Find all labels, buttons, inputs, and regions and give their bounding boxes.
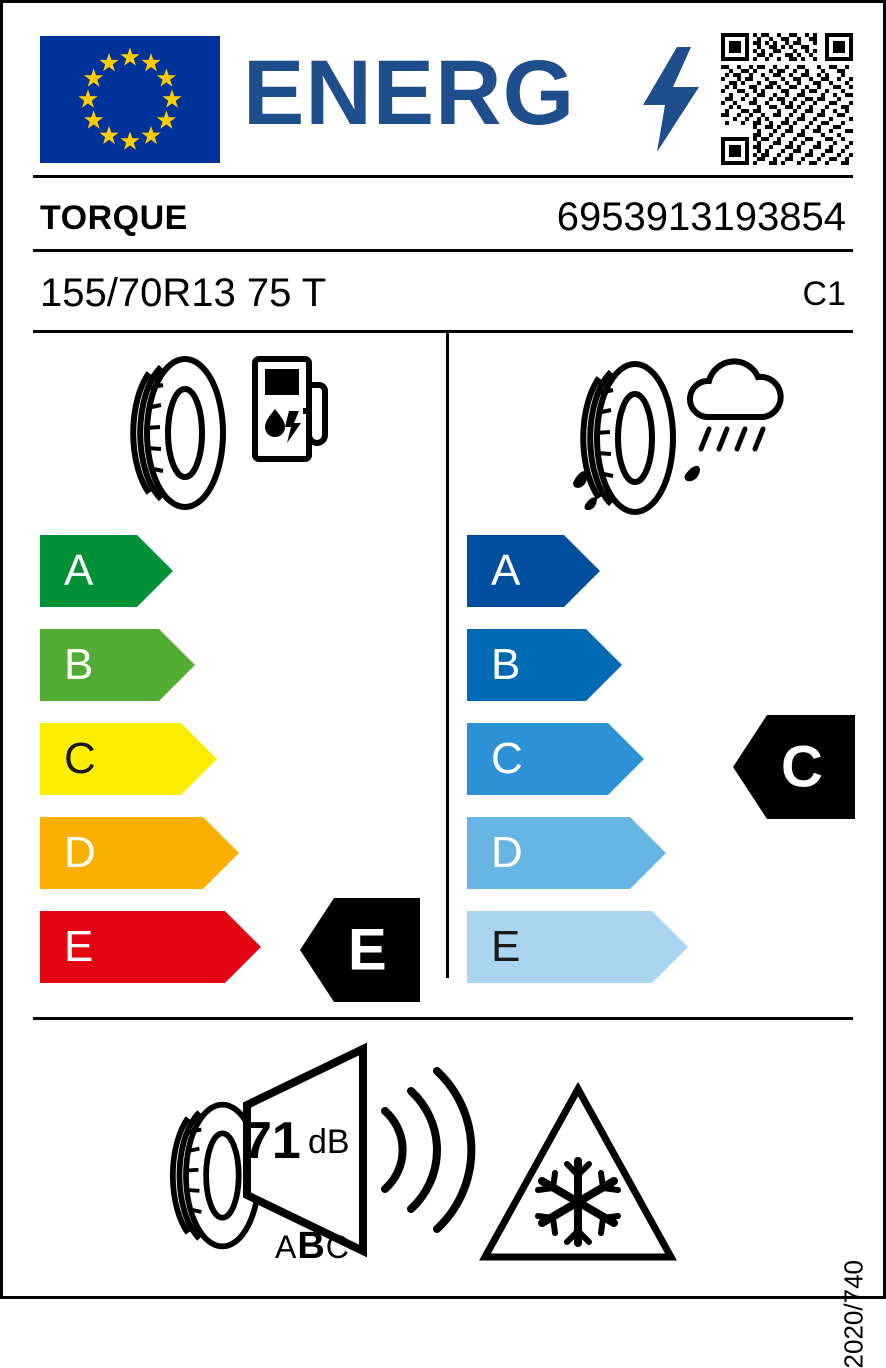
- wet-grade-letter-b: B: [491, 640, 521, 689]
- wet-selected-letter: C: [781, 734, 823, 800]
- date-code: 2020/740: [838, 1260, 868, 1368]
- fuel-grade-letter-d: D: [64, 828, 96, 877]
- divider-vertical: [446, 333, 449, 978]
- fuel-grade-row-c: [40, 723, 400, 795]
- fuel-grade-letter-a: A: [64, 546, 94, 595]
- noise-class-a: A: [275, 1229, 298, 1265]
- eu-flag-icon: [40, 36, 220, 163]
- fuel-grade-row-b: [40, 629, 400, 701]
- wet-grade-row-b: [467, 629, 827, 701]
- three-peak-mountain-snowflake-icon: [483, 1083, 673, 1268]
- wet-grade-row-a: [467, 535, 827, 607]
- fuel-grade-letter-e: E: [64, 922, 94, 971]
- wet-grade-arrow-a: [467, 535, 600, 607]
- fuel-selected-letter: E: [348, 917, 387, 983]
- divider-bottom: [33, 1017, 853, 1020]
- fuel-grade-row-a: [40, 535, 400, 607]
- wet-grade-letter-a: A: [491, 546, 521, 595]
- tyre-size: 155/70R13 75 T: [40, 271, 327, 315]
- divider-header: [33, 175, 853, 178]
- fuel-pump-icon: [251, 355, 331, 470]
- brand-name: TORQUE: [40, 199, 188, 237]
- sku-number: 6953913193854: [556, 195, 846, 239]
- tyre-class: C1: [802, 275, 846, 313]
- fuel-grade-arrow-a: [40, 535, 173, 607]
- eu-flag-stars: [40, 36, 220, 163]
- divider-brand: [33, 249, 853, 252]
- lightning-bolt-icon: [643, 47, 699, 152]
- qr-code-icon: [721, 33, 853, 165]
- wet-grip-selected-grade: [733, 715, 855, 819]
- fuel-selected-grade: [300, 898, 420, 1002]
- divider-size: [33, 330, 853, 333]
- page-title: ENERG: [243, 42, 576, 144]
- noise-class-scale: [275, 1225, 350, 1268]
- noise-value: 71: [243, 1112, 301, 1170]
- fuel-grade-letter-c: C: [64, 734, 96, 783]
- wet-grade-letter-e: E: [491, 922, 521, 971]
- tyre-icon: [123, 353, 243, 518]
- fuel-grade-letter-b: B: [64, 640, 94, 689]
- label-header: [3, 3, 883, 175]
- wet-grade-letter-c: C: [491, 734, 523, 783]
- noise-class-c: C: [325, 1229, 350, 1265]
- wet-grade-row-d: [467, 817, 827, 889]
- fuel-grade-row-d: [40, 817, 400, 889]
- wet-grade-letter-d: D: [491, 828, 523, 877]
- wet-grade-row-e: [467, 911, 827, 983]
- noise-unit: dB: [308, 1123, 350, 1161]
- noise-class-b: B: [297, 1225, 326, 1267]
- rain-cloud-icon: [679, 355, 789, 460]
